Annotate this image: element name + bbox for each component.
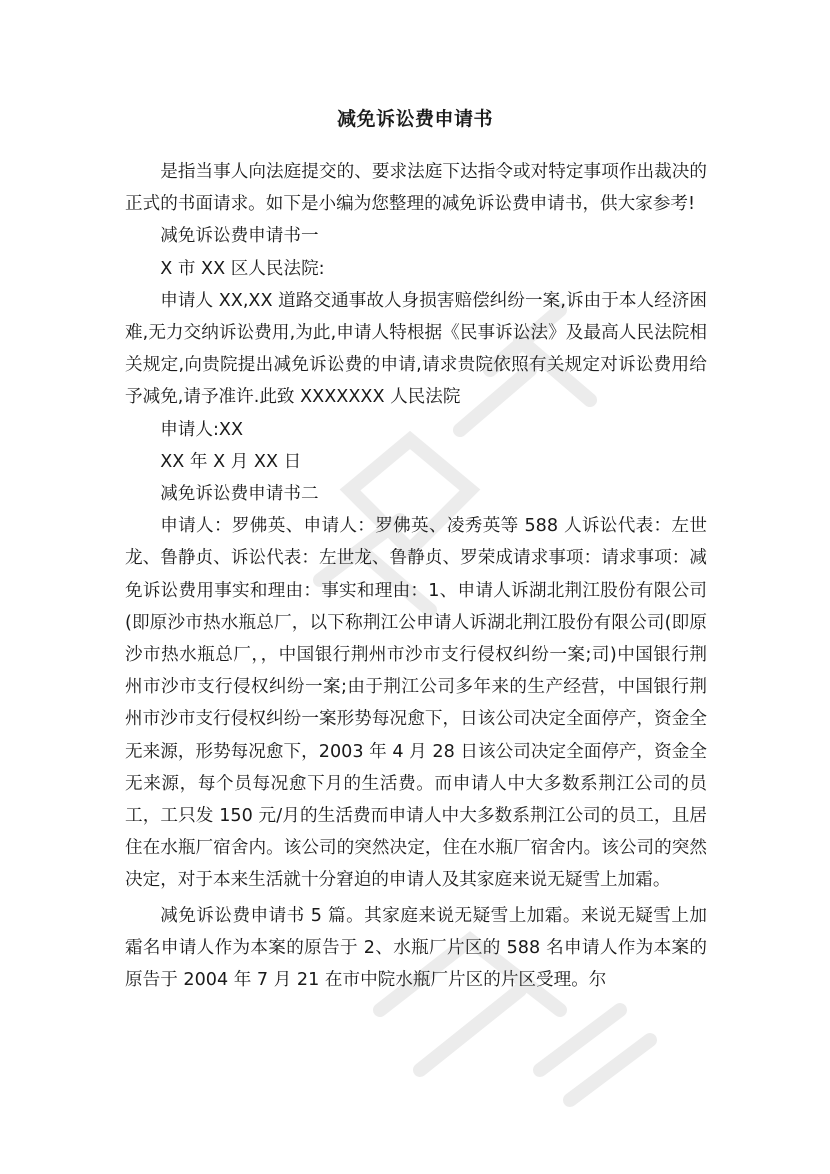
document-title: 减免诉讼费申请书	[336, 108, 493, 130]
section-heading-1: 减免诉讼费申请书一	[160, 226, 319, 247]
court-address: X 市 XX 区人民法院:	[160, 258, 325, 279]
application-paragraph-1: 申请人 XX,XX 道路交通事故人身损害赔偿纠纷一案,诉由于本人经济困难,无力交纳诉讼费用,为此,申请人特根据《民事诉讼法》及最高人民法院相关规定,向贵院提出减免诉讼费的申请,请求贵院依照有关规定对诉讼费用给予减免,请予准许.此致 XXXXXXX 人民法院	[125, 290, 707, 408]
section-heading-2: 减免诉讼费申请书二	[160, 484, 319, 505]
closing-paragraph: 减免诉讼费申请书 5 篇。其家庭来说无疑雪上加霜。来说无疑雪上加霜名申请人作为本案的原告于 2、水瓶厂片区的 588 名申请人作为本案的原告于 2004 年 7 月 21 在市中院水瓶厂片区的片区受理。尔	[125, 905, 707, 991]
signature-date: XX 年 X 月 XX 日	[160, 451, 302, 472]
intro-paragraph: 是指当事人向法庭提交的、要求法庭下达指令或对特定事项作出裁决的正式的书面请求。如下是小编为您整理的减免诉讼费申请书，供大家参考!	[125, 162, 707, 215]
applicant-signature: 申请人:XX	[160, 419, 244, 440]
document-body	[125, 156, 707, 996]
application-paragraph-2: 申请人：罗佛英、申请人：罗佛英、凌秀英等 588 人诉讼代表：左世龙、鲁静贞、诉讼代表：左世龙、鲁静贞、罗荣成请求事项：请求事项：减免诉讼费用事实和理由：事实和理由：1、申请人诉湖北荆江股份有限公司(即原沙市热水瓶总厂，以下称荆江公申请人诉湖北荆江股份有限公司(即原沙市热水瓶总厂，，中国银行荆州市沙市支行侵权纠纷一案;司)中国银行荆州市沙市支行侵权纠纷一案;由于荆江公司多年来的生产经营，中国银行荆州市沙市支行侵权纠纷一案形势每况愈下，日该公司决定全面停产，资金全无来源，形势每况愈下，2003 年 4 月 28 日该公司决定全面停产，资金全无来源，每个员每况愈下月的生活费。而申请人中大多数系荆江公司的员工，工只发 150 元/月的生活费而申请人中大多数系荆江公司的员工，且居住在水瓶厂宿舍内。该公司的突然决定，住在水瓶厂宿舍内。该公司的突然决定，对于本来生活就十分窘迫的申请人及其家庭来说无疑雪上加霜。	[125, 516, 707, 891]
